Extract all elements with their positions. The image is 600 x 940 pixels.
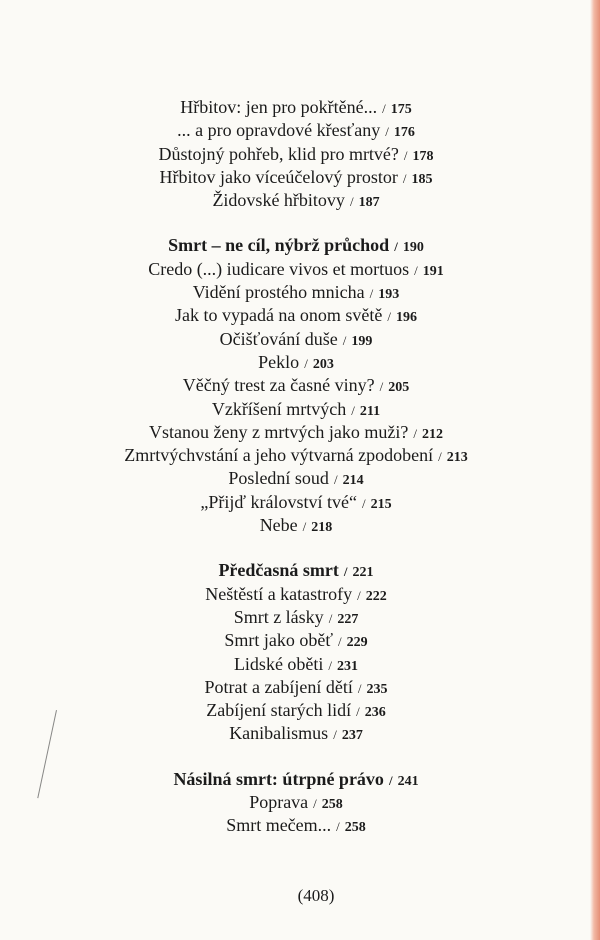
separator-slash: / (361, 495, 366, 511)
toc-entry-title: Jak to vypadá na onom světě (174, 305, 383, 326)
toc-entry-page: 178 (412, 148, 434, 164)
toc-entry-title: Vidění prostého mnicha (192, 282, 365, 303)
separator-slash: / (438, 449, 442, 465)
separator-slash: / (357, 680, 362, 696)
toc-entry-title: Neštěstí a katastrofy (205, 583, 353, 604)
toc-entry-title: Poprava (249, 792, 309, 813)
toc-entry (0, 676, 592, 699)
toc-entry (0, 398, 592, 421)
separator-slash: / (328, 657, 333, 673)
separator-slash: / (351, 402, 355, 418)
toc-entry-page: 236 (364, 705, 386, 721)
toc-entry-page: 258 (321, 797, 343, 813)
separator-slash: / (333, 472, 338, 488)
toc-entry-title: Nebe (259, 515, 298, 536)
toc-entry-page: 185 (411, 171, 433, 187)
toc-entry (0, 328, 592, 351)
section-heading-title: Násilná smrt: útrpné právo (173, 768, 384, 789)
separator-slash: / (382, 101, 386, 116)
section-heading-title: Předčasná smrt (218, 560, 339, 581)
separator-slash: / (313, 796, 317, 812)
toc-entry-page: 215 (370, 496, 392, 512)
separator-slash: / (304, 355, 308, 371)
section-gap (0, 746, 592, 768)
toc-entry-page: 213 (446, 450, 468, 466)
toc-entry-title: „Přijď království tvé“ (200, 491, 357, 512)
toc-entry-title: Očišťování duše (219, 328, 338, 349)
section-heading-title: Smrt – ne cíl, nýbrž průchod (168, 235, 390, 256)
toc-entry (0, 699, 592, 722)
section-gap (0, 212, 592, 234)
toc-entry-page: 237 (341, 728, 363, 744)
toc-entry-title: Credo (...) iudicare vivos et mortuos (148, 258, 410, 279)
separator-slash: / (388, 772, 393, 788)
toc-entry-page: 218 (311, 520, 333, 536)
toc-entry (0, 421, 592, 444)
toc-entry-title: Vstanou ženy z mrtvých jako muži? (148, 421, 409, 442)
toc-entry (0, 351, 592, 374)
toc-entry (0, 606, 592, 629)
section-heading-page: 221 (352, 565, 374, 581)
separator-slash: / (385, 124, 389, 140)
toc-entry-page: 175 (390, 102, 412, 117)
separator-slash: / (357, 587, 361, 603)
toc-entry-page: 258 (344, 820, 366, 836)
separator-slash: / (342, 332, 347, 348)
separator-slash: / (379, 379, 384, 395)
toc-entry-page: 205 (388, 380, 410, 396)
toc-entry (0, 281, 592, 304)
separator-slash: / (356, 704, 360, 720)
toc-entry (0, 491, 592, 514)
section-heading-3 (0, 768, 592, 791)
separator-slash: / (336, 819, 340, 835)
toc-entry-page: 227 (337, 611, 359, 627)
toc-entry-title: Lidské oběti (233, 653, 324, 674)
toc-entry (0, 258, 592, 281)
table-of-contents (0, 96, 592, 838)
toc-entry-title: Židovské hřbitovy (212, 190, 345, 211)
separator-slash: / (387, 309, 392, 325)
toc-entry-title: Zabíjení starých lidí (206, 700, 352, 721)
toc-entry-title: Peklo (258, 351, 300, 372)
toc-entry-title: Potrat a zabíjení dětí (204, 676, 353, 697)
toc-entry (0, 189, 592, 212)
toc-entry (0, 583, 592, 606)
separator-slash: / (328, 610, 333, 626)
section-heading-2 (0, 559, 592, 582)
toc-entry-title: Hřbitov jako víceúčelový prostor (159, 166, 398, 187)
toc-entry (0, 444, 592, 467)
toc-entry-title: Vzkříšení mrtvých (211, 398, 347, 419)
toc-entry-title: Poslední soud (228, 468, 329, 489)
separator-slash: / (302, 519, 307, 535)
toc-entry (0, 791, 592, 814)
toc-entry-page: 231 (337, 658, 359, 674)
separator-slash: / (414, 262, 418, 278)
toc-entry (0, 119, 592, 142)
section-heading-1 (0, 234, 592, 257)
toc-entry (0, 722, 592, 745)
separator-slash: / (413, 425, 418, 441)
separator-slash: / (402, 170, 407, 186)
toc-entry-page: 229 (346, 635, 368, 651)
toc-entry-title: Smrt mečem... (226, 815, 332, 836)
separator-slash: / (394, 239, 398, 255)
separator-slash: / (349, 194, 354, 210)
section-heading-page: 190 (402, 240, 424, 256)
toc-entry-page: 235 (366, 681, 388, 697)
toc-entry-title: Kanibalismus (229, 723, 329, 744)
toc-entry-page: 203 (312, 356, 334, 372)
toc-entry-page: 176 (393, 125, 415, 141)
toc-entry (0, 467, 592, 490)
separator-slash: / (333, 727, 337, 743)
toc-entry (0, 374, 592, 397)
section-heading-page: 241 (397, 773, 419, 789)
toc-entry-title: Věčný trest za časné viny? (182, 375, 375, 396)
toc-entry-page: 191 (422, 263, 444, 279)
separator-slash: / (403, 147, 408, 163)
toc-entry-title: Zmrtvýchvstání a jeho výtvarná zpodobení (124, 445, 434, 466)
toc-entry (0, 96, 592, 119)
section-gap (0, 537, 592, 559)
toc-entry-title: ... a pro opravdové křesťany (177, 120, 381, 141)
toc-entry-page: 212 (422, 426, 444, 442)
toc-entry-title: Důstojný pohřeb, klid pro mrtvé? (158, 143, 399, 164)
toc-entry-page: 214 (342, 473, 364, 489)
toc-entry-page: 222 (365, 588, 387, 604)
page-number: (408) (297, 886, 335, 905)
toc-entry-page: 211 (359, 403, 381, 419)
toc-entry (0, 166, 592, 189)
toc-entry (0, 514, 592, 537)
toc-entry-title: Smrt jako oběť (224, 630, 334, 651)
toc-entry (0, 143, 592, 166)
toc-entry-title: Hřbitov: jen pro pokřtěné... (180, 97, 378, 117)
toc-entry-page: 196 (396, 310, 418, 326)
toc-entry (0, 814, 592, 837)
toc-entry (0, 629, 592, 652)
toc-entry-page: 193 (378, 287, 400, 303)
toc-entry (0, 304, 592, 327)
toc-entry-title: Smrt z lásky (233, 606, 324, 627)
toc-entry-page: 199 (351, 333, 373, 349)
separator-slash: / (343, 564, 348, 580)
separator-slash: / (338, 634, 342, 650)
toc-entry (0, 653, 592, 676)
toc-entry-page: 187 (358, 195, 380, 211)
separator-slash: / (369, 286, 374, 302)
